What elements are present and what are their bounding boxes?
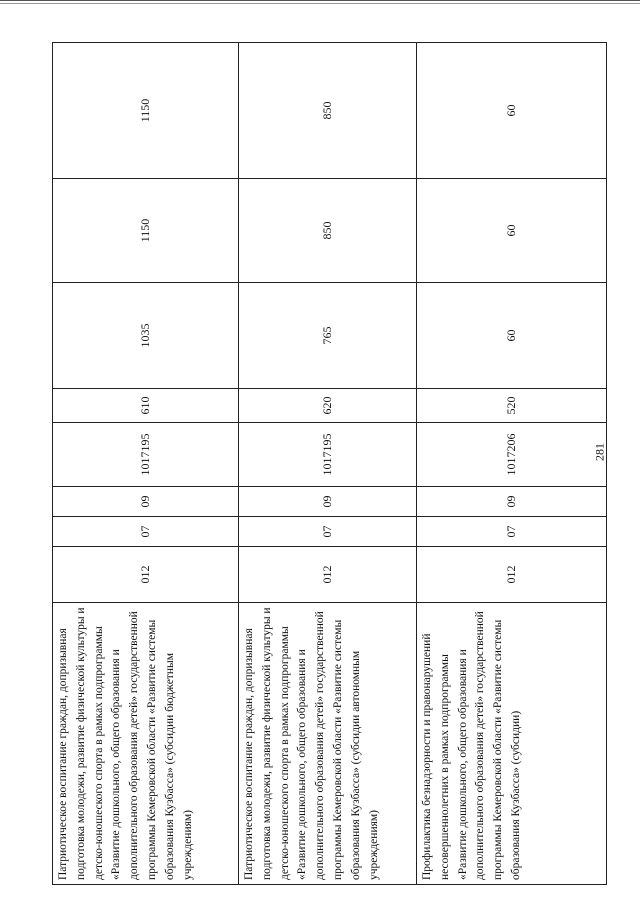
row-description: Профилактика безнадзорности и правонарушений несовершеннолетних в рамках подпрограммы «Развитие дошкольного, общего образования и дополнительного образования детей» государственной программы Кемеровской области «Развитие системы образования Кузбасса» (субсидии): [417, 603, 607, 885]
section-code: 07: [239, 517, 417, 547]
amount-year-2: 1150: [53, 179, 239, 283]
amount-year-2: 60: [417, 179, 607, 283]
budget-table-rotated: [52, 43, 606, 885]
row-description: Патриотическое воспитание граждан, допризывная подготовка молодежи, развитие физической культуры и детско-юношеского спорта в рамках подпрограммы «Развитие дошкольного, общего образования и дополнительного образования детей» государственной программы Кемеровской области «Развитие системы образования Кузбасса» (субсидии автономным учреждениям): [239, 603, 417, 885]
table-row: [239, 43, 417, 885]
expense-type-code: 620: [239, 389, 417, 423]
expense-type-code: 520: [417, 389, 607, 423]
section-code: 07: [417, 517, 607, 547]
subsection-code: 09: [53, 487, 239, 517]
amount-year-3: 1150: [53, 43, 239, 179]
top-rule: [0, 0, 640, 4]
table-row: [417, 43, 607, 885]
expense-type-code: 610: [53, 389, 239, 423]
amount-year-1: 765: [239, 283, 417, 389]
ministry-code: 012: [417, 547, 607, 603]
subsection-code: 09: [239, 487, 417, 517]
ministry-code: 012: [239, 547, 417, 603]
table-row: [53, 43, 239, 885]
amount-year-3: 850: [239, 43, 417, 179]
target-article-code: 1017206: [417, 423, 607, 487]
amount-year-3: 60: [417, 43, 607, 179]
page-number: 281: [592, 443, 607, 461]
amount-year-1: 1035: [53, 283, 239, 389]
budget-table-frame: [52, 43, 606, 885]
subsection-code: 09: [417, 487, 607, 517]
amount-year-1: 60: [417, 283, 607, 389]
amount-year-2: 850: [239, 179, 417, 283]
row-description: Патриотическое воспитание граждан, допризывная подготовка молодежи, развитие физической культуры и детско-юношеского спорта в рамках подпрограммы «Развитие дошкольного, общего образования и дополнительного образования детей» государственной программы Кемеровской области «Развитие системы образования Кузбасса» (субсидии бюджетным учреждениям): [53, 603, 239, 885]
ministry-code: 012: [53, 547, 239, 603]
target-article-code: 1017195: [239, 423, 417, 487]
budget-table: [52, 42, 607, 885]
target-article-code: 1017195: [53, 423, 239, 487]
section-code: 07: [53, 517, 239, 547]
